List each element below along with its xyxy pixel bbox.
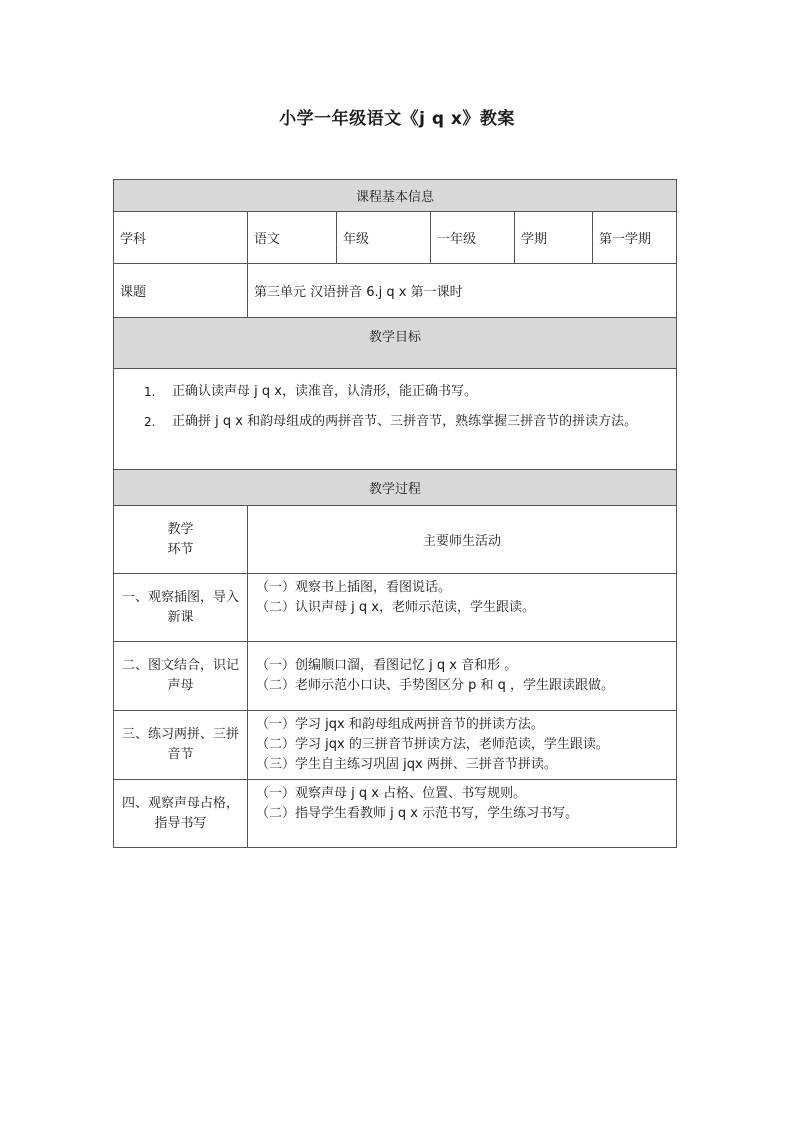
stage-cell	[114, 642, 248, 711]
activity-line: （二）指导学生看教师 j q x 示范书写，学生练习书写。	[256, 806, 579, 821]
stage-cell	[114, 574, 248, 642]
stage-line: 新课	[167, 609, 194, 625]
table-row	[114, 574, 677, 642]
activities-cell	[248, 780, 677, 848]
grade-label: 年级	[337, 212, 431, 264]
table-row	[114, 711, 677, 780]
table-row	[114, 780, 677, 848]
term-value: 第一学期	[593, 212, 677, 264]
activities-cell	[248, 642, 677, 711]
activity-line: （三）学生自主练习巩固 jqx 两拼、三拼音节拼读。	[256, 757, 557, 772]
stage-line: 四、观察声母占格，	[121, 795, 239, 811]
stage-line: 三、练习两拼、三拼	[121, 727, 239, 742]
activity-line: （一）观察声母 j q x 占格、位置、书写规则。	[256, 786, 527, 801]
stage-column-line: 环节	[167, 541, 194, 557]
objective-item	[144, 377, 668, 407]
activities-cell	[248, 574, 677, 642]
stage-column-line: 教学	[167, 521, 194, 537]
stage-cell	[114, 711, 248, 780]
stage-line: 音节	[167, 747, 194, 762]
objectives-list	[114, 369, 677, 470]
activity-column-header: 主要师生活动	[248, 506, 677, 574]
basic-info-header: 课程基本信息	[114, 180, 677, 212]
stage-cell	[114, 780, 248, 848]
page-title: 小学一年级语文《j q x》教案	[279, 109, 515, 129]
objective-number: 1.	[144, 385, 156, 399]
stage-line: 二、图文结合，识记	[121, 658, 239, 673]
objective-number: 2.	[144, 415, 156, 429]
stage-line: 指导书写	[154, 815, 207, 831]
activity-line: （一）创编顺口溜，看图记忆 j q x 音和形 。	[256, 658, 518, 673]
stage-column-header	[114, 506, 248, 574]
activities-cell	[248, 711, 677, 780]
process-header: 教学过程	[114, 470, 677, 506]
topic-label: 课题	[114, 264, 248, 318]
objective-text: 正确认读声母 j q x，读准音，认清形，能正确书写。	[172, 384, 477, 399]
stage-line: 一、观察插图，导入	[121, 589, 239, 605]
subject-value: 语文	[248, 212, 337, 264]
activity-line: （二）学习 jqx 的三拼音节拼读方法，老师范读，学生跟读。	[256, 737, 609, 752]
objective-item	[144, 407, 668, 437]
activity-line: （一）观察书上插图，看图说话。	[256, 580, 452, 595]
term-label: 学期	[515, 212, 593, 264]
activity-line: （二）老师示范小口诀、手势图区分 p 和 q ，学生跟读跟做。	[256, 678, 615, 693]
activity-line: （一）学习 jqx 和韵母组成两拼音节的拼读方法。	[256, 717, 544, 732]
activity-line: （二）认识声母 j q x，老师示范读，学生跟读。	[256, 600, 535, 615]
subject-label: 学科	[114, 212, 248, 264]
stage-line: 声母	[167, 678, 194, 693]
lesson-plan-table	[113, 179, 677, 848]
topic-value: 第三单元 汉语拼音 6.j q x 第一课时	[248, 264, 677, 318]
objective-text: 正确拼 j q x 和韵母组成的两拼音节、三拼音节，熟练掌握三拼音节的拼读方法。	[172, 414, 638, 429]
grade-value: 一年级	[431, 212, 515, 264]
table-row	[114, 642, 677, 711]
objectives-header: 教学目标	[114, 318, 677, 369]
